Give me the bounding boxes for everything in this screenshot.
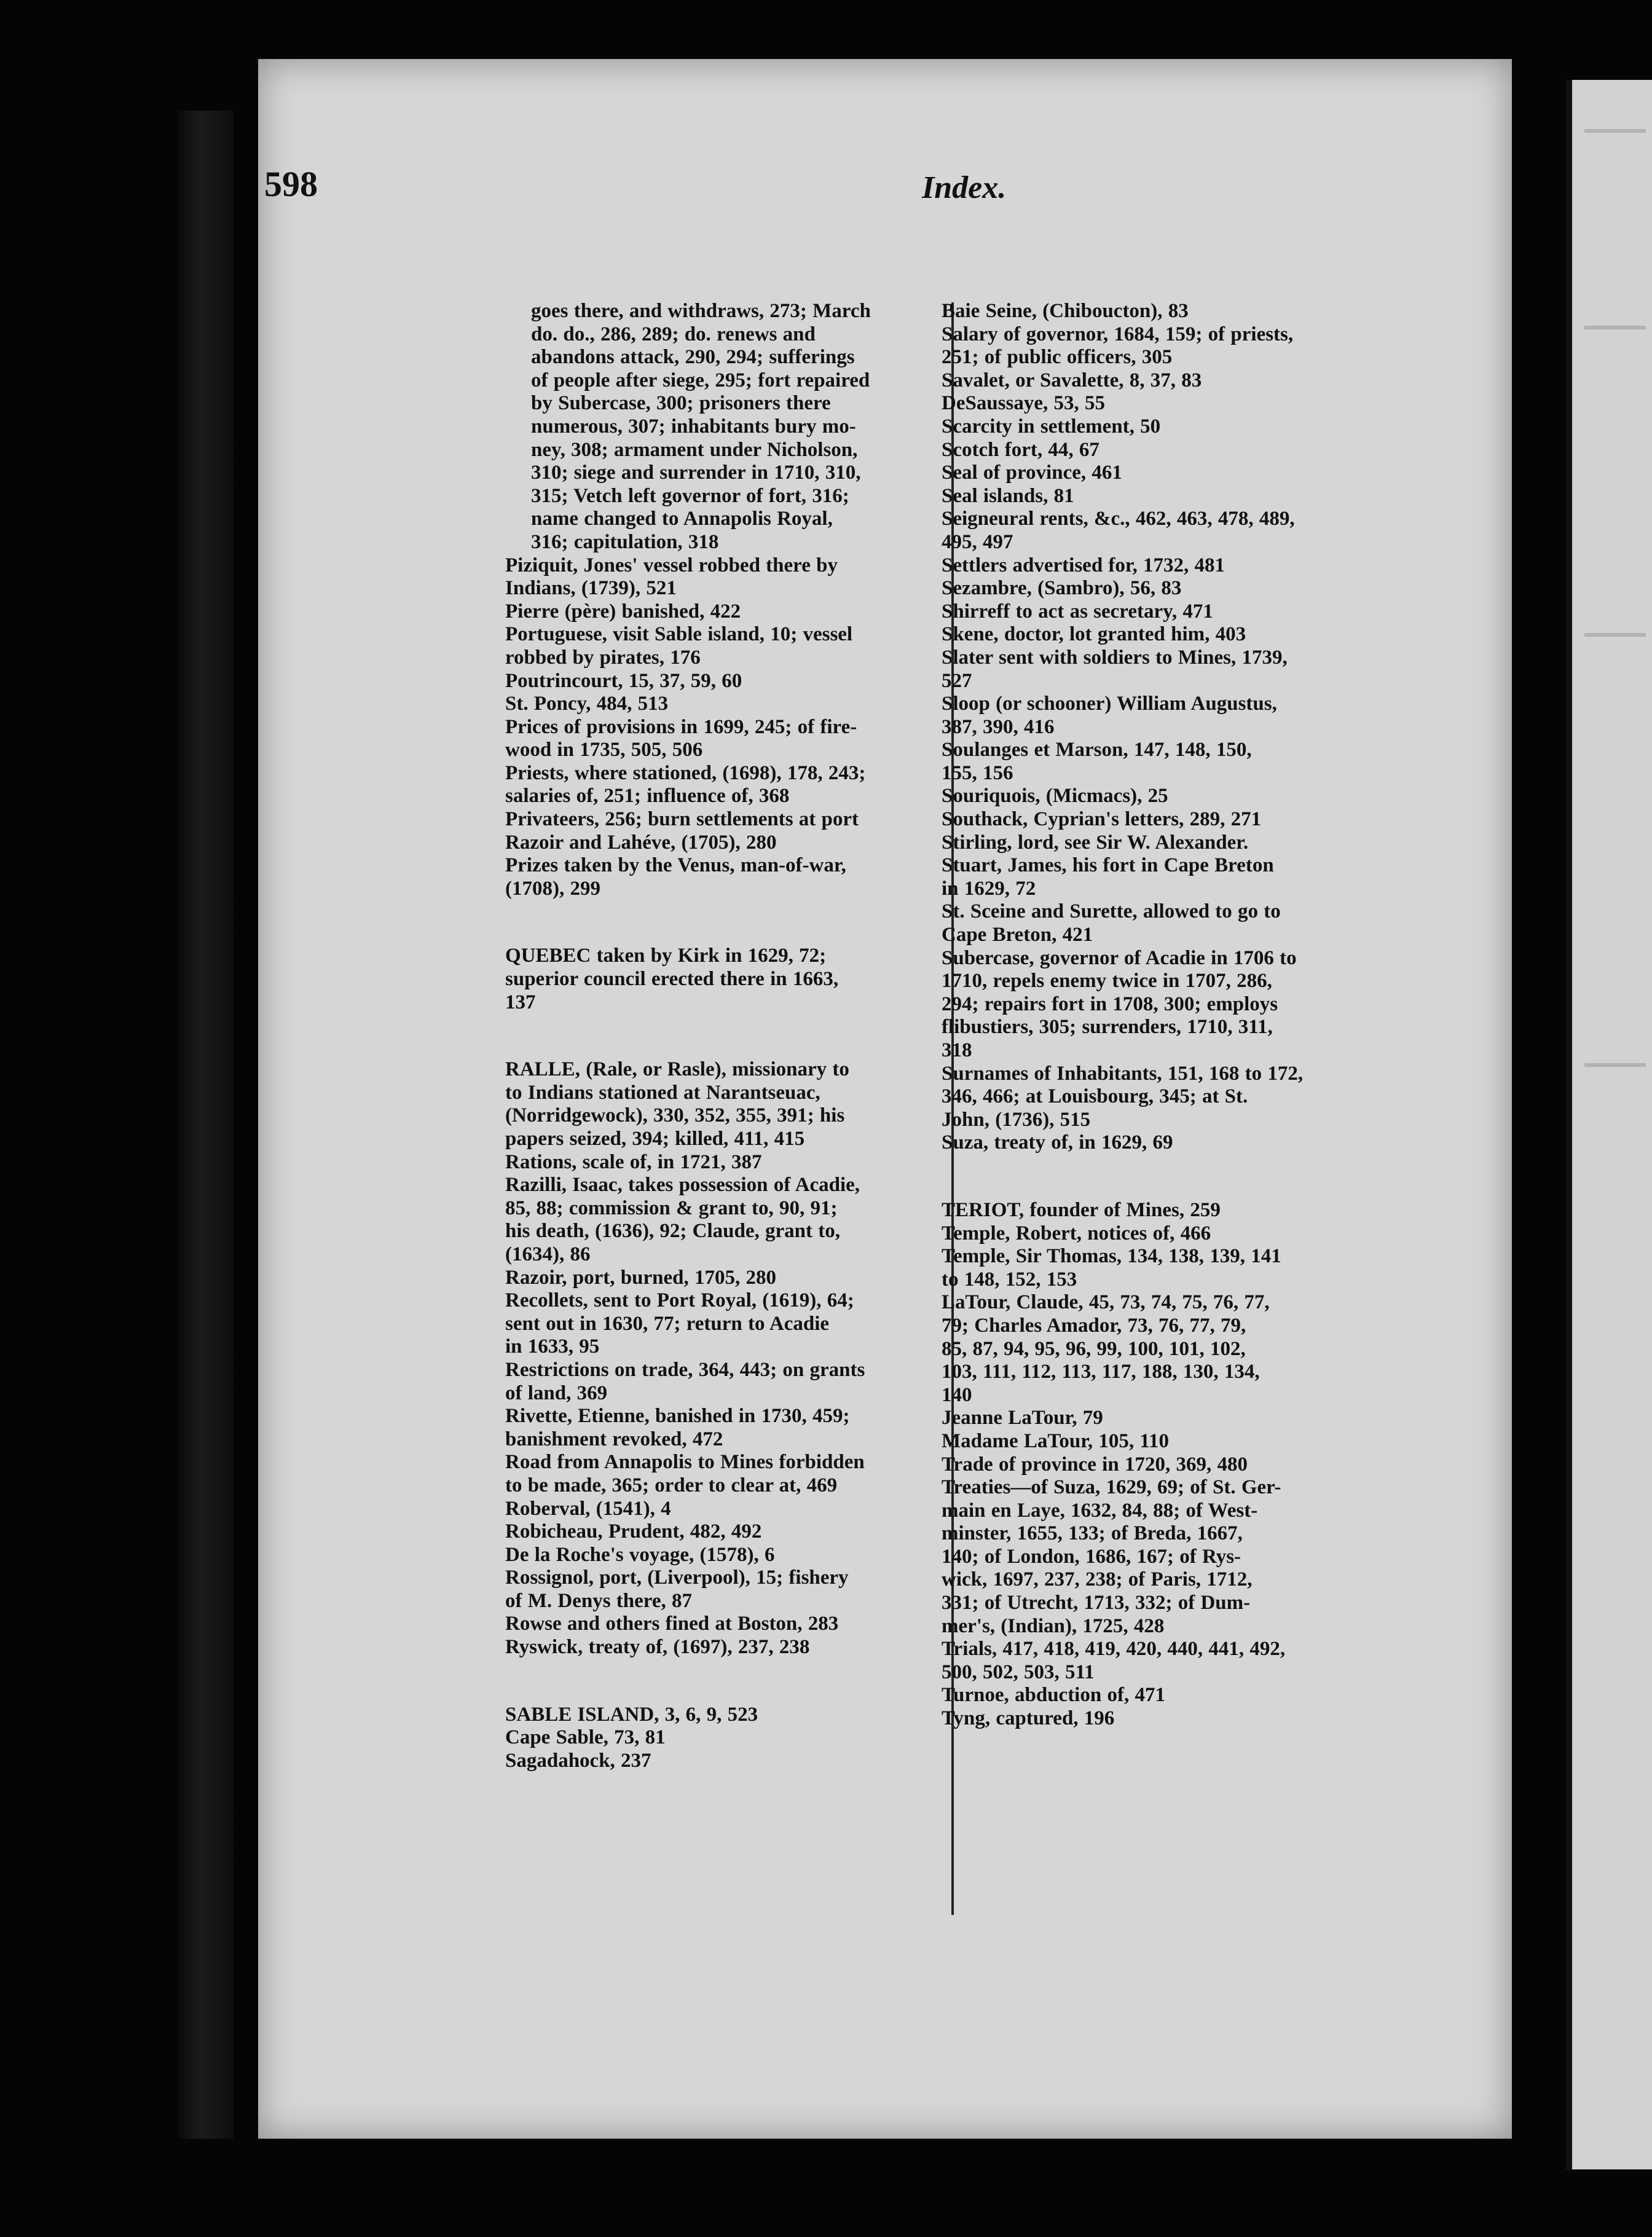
index-entry-line: in 1633, 95 xyxy=(505,1335,600,1358)
index-entry-line: of people after siege, 295; fort repaired xyxy=(531,369,870,391)
index-entry-line: Pierre (père) banished, 422 xyxy=(505,600,741,623)
index-entry-line: Robicheau, Prudent, 482, 492 xyxy=(505,1520,762,1543)
index-entry-line: (1708), 299 xyxy=(505,877,600,900)
index-entry-line: Temple, Sir Thomas, 134, 138, 139, 141 xyxy=(942,1245,1281,1268)
index-entry-line: wick, 1697, 237, 238; of Paris, 1712, xyxy=(942,1568,1253,1591)
index-entry-line: Sagadahock, 237 xyxy=(505,1749,651,1772)
index-entry xyxy=(505,716,958,762)
index-entry-line: Rations, scale of, in 1721, 387 xyxy=(505,1150,762,1173)
index-entry xyxy=(942,1131,1410,1155)
index-entry-line: Seal islands, 81 xyxy=(942,484,1074,507)
index-entry xyxy=(505,1704,958,1727)
index-entry-line: numerous, 307; inhabitants bury mo- xyxy=(531,415,856,438)
index-entry xyxy=(942,392,1410,415)
index-entry-line: 527 xyxy=(942,669,972,692)
index-entry-line: Subercase, governor of Acadie in 1706 to xyxy=(942,946,1297,969)
index-entry xyxy=(942,1430,1410,1453)
index-entry xyxy=(505,1451,958,1497)
index-entry-line: Seigneural rents, &c., 462, 463, 478, 489, xyxy=(942,508,1295,530)
index-entry-line: Scarcity in settlement, 50 xyxy=(942,415,1161,438)
index-entry xyxy=(942,439,1410,462)
index-entry xyxy=(505,1726,958,1750)
index-entry xyxy=(942,1707,1410,1731)
index-letter-gap xyxy=(505,1659,958,1704)
index-entry xyxy=(505,945,958,1014)
index-entry-line: Temple, Robert, notices of, 466 xyxy=(942,1222,1211,1244)
index-entry-line: 85, 88; commission & grant to, 90, 91; xyxy=(505,1197,838,1219)
index-entry-line: Razilli, Isaac, takes possession of Acadie, xyxy=(505,1174,860,1197)
index-entry xyxy=(942,323,1410,369)
index-entry-line: Slater sent with soldiers to Mines, 1739, xyxy=(942,646,1288,669)
index-column-right xyxy=(942,300,1410,1731)
index-entry xyxy=(505,1359,958,1405)
index-entry-line: 137 xyxy=(505,991,536,1013)
index-entry-line: St. Sceine and Surette, allowed to go to xyxy=(942,900,1281,923)
index-entry-line: TERIOT, founder of Mines, 259 xyxy=(942,1198,1221,1221)
index-entry xyxy=(942,947,1410,1063)
index-letter-gap xyxy=(942,1155,1410,1199)
index-entry-line: to be made, 365; order to clear at, 469 xyxy=(505,1474,838,1496)
index-entry-line: to Indians stationed at Narantseuac, xyxy=(505,1081,820,1104)
index-entry xyxy=(942,1245,1410,1291)
index-entry-line: Privateers, 256; burn settlements at port xyxy=(505,808,859,831)
facing-page-text-bleed xyxy=(1584,1063,1646,1067)
index-entry-line: Shirreff to act as secretary, 471 xyxy=(942,600,1213,623)
index-entry-line: minster, 1655, 133; of Breda, 1667, xyxy=(942,1522,1243,1545)
index-entry-line: 251; of public officers, 305 xyxy=(942,346,1173,369)
index-entry xyxy=(942,1063,1410,1132)
index-entry xyxy=(942,693,1410,739)
index-entry-line: Skene, doctor, lot granted him, 403 xyxy=(942,623,1246,646)
index-entry-line: 495, 497 xyxy=(942,530,1013,553)
index-entry xyxy=(942,832,1410,855)
index-entry-line: Prices of provisions in 1699, 245; of fire- xyxy=(505,715,857,738)
index-entry xyxy=(942,300,1410,323)
index-entry xyxy=(505,1405,958,1451)
index-entry-line: 155, 156 xyxy=(942,761,1013,784)
index-entry xyxy=(942,1222,1410,1246)
index-entry xyxy=(942,1407,1410,1430)
index-entry xyxy=(942,508,1410,554)
index-entry-line: Souriquois, (Micmacs), 25 xyxy=(942,785,1168,808)
running-head: Index. xyxy=(922,170,1007,205)
index-entry-line: Rowse and others fined at Boston, 283 xyxy=(505,1613,839,1635)
index-entry-line: Prizes taken by the Venus, man-of-war, xyxy=(505,854,846,877)
index-entry-line: salaries of, 251; influence of, 368 xyxy=(505,785,790,808)
index-entry xyxy=(942,647,1410,693)
index-entry-line: St. Poncy, 484, 513 xyxy=(505,693,669,715)
index-entry-line: of M. Denys there, 87 xyxy=(505,1589,692,1612)
index-entry-line: Seal of province, 461 xyxy=(942,462,1122,484)
index-entry-line: Trade of province in 1720, 369, 480 xyxy=(942,1453,1248,1476)
index-entry-line: 318 xyxy=(942,1039,972,1061)
index-entry-line: RALLE, (Rale, or Rasle), missionary to xyxy=(505,1058,849,1081)
index-entry xyxy=(942,1199,1410,1222)
index-entry-line: Sloop (or schooner) William Augustus, xyxy=(942,693,1277,715)
index-entry xyxy=(505,554,958,600)
index-entry-line: (1634), 86 xyxy=(505,1243,591,1265)
index-entry xyxy=(505,300,958,554)
index-entry-line: goes there, and withdraws, 273; March xyxy=(531,300,871,322)
index-entry-line: flibustiers, 305; surrenders, 1710, 311, xyxy=(942,1016,1273,1039)
index-entry-line: Scotch fort, 44, 67 xyxy=(942,438,1099,461)
index-entry-line: (Norridgewock), 330, 352, 355, 391; his xyxy=(505,1104,845,1127)
index-entry-line: 346, 466; at Louisbourg, 345; at St. xyxy=(942,1085,1248,1108)
index-entry-line: to 148, 152, 153 xyxy=(942,1268,1077,1291)
index-entry-line: robbed by pirates, 176 xyxy=(505,646,701,669)
index-entry xyxy=(942,854,1410,900)
index-entry xyxy=(942,1453,1410,1477)
index-entry-line: Stuart, James, his fort in Cape Breton xyxy=(942,854,1274,877)
index-entry-line: 316; capitulation, 318 xyxy=(531,530,719,553)
index-entry xyxy=(942,1291,1410,1407)
index-column-left xyxy=(505,300,958,1772)
index-entry-line: 1710, repels enemy twice in 1707, 286, xyxy=(942,970,1272,993)
index-entry xyxy=(942,900,1410,946)
index-entry xyxy=(505,1567,958,1613)
index-entry-line: Poutrincourt, 15, 37, 59, 60 xyxy=(505,669,742,692)
index-letter-gap xyxy=(505,1014,958,1058)
index-entry-line: Turnoe, abduction of, 471 xyxy=(942,1684,1165,1707)
index-entry xyxy=(942,808,1410,832)
index-entry-line: wood in 1735, 505, 506 xyxy=(505,739,703,761)
index-entry-line: Suza, treaty of, in 1629, 69 xyxy=(942,1131,1173,1154)
index-entry xyxy=(505,623,958,669)
index-entry-line: Rossignol, port, (Liverpool), 15; fishery xyxy=(505,1567,849,1589)
index-entry-line: 500, 502, 503, 511 xyxy=(942,1661,1095,1683)
facing-page-edge xyxy=(1566,80,1652,2169)
index-entry-line: Cape Breton, 421 xyxy=(942,924,1093,946)
index-entry-line: QUEBEC taken by Kirk in 1629, 72; xyxy=(505,945,827,967)
index-entry-line: sent out in 1630, 77; return to Acadie xyxy=(505,1312,830,1335)
index-entry xyxy=(505,670,958,693)
index-entry xyxy=(505,693,958,716)
index-entry xyxy=(505,1636,958,1659)
index-entry xyxy=(942,415,1410,439)
index-entry-line: 140 xyxy=(942,1383,972,1406)
index-entry-line: papers seized, 394; killed, 411, 415 xyxy=(505,1128,805,1150)
index-entry-line: his death, (1636), 92; Claude, grant to, xyxy=(505,1220,841,1243)
index-entry-line: SABLE ISLAND, 3, 6, 9, 523 xyxy=(505,1703,758,1726)
index-entry-line: 315; Vetch left governor of fort, 316; xyxy=(531,484,849,507)
index-entry-line: Road from Annapolis to Mines forbidden xyxy=(505,1451,865,1474)
index-entry-line: abandons attack, 290, 294; sufferings xyxy=(531,346,855,369)
index-entry-line: ney, 308; armament under Nicholson, xyxy=(531,438,858,461)
index-entry-line: 140; of London, 1686, 167; of Rys- xyxy=(942,1545,1241,1568)
index-entry-line: Piziquit, Jones' vessel robbed there by xyxy=(505,554,838,576)
index-entry-line: DeSaussaye, 53, 55 xyxy=(942,392,1106,415)
index-entry-line: 310; siege and surrender in 1710, 310, xyxy=(531,462,861,484)
index-entry-line: Restrictions on trade, 364, 443; on grants xyxy=(505,1358,865,1381)
index-entry-line: Tyng, captured, 196 xyxy=(942,1707,1115,1730)
index-entry-line: banishment revoked, 472 xyxy=(505,1428,723,1450)
index-entry-line: Razoir, port, burned, 1705, 280 xyxy=(505,1266,776,1289)
facing-page-text-bleed xyxy=(1584,129,1646,133)
index-entry xyxy=(505,762,958,808)
index-entry-line: LaTour, Claude, 45, 73, 74, 75, 76, 77, xyxy=(942,1291,1270,1314)
index-entry xyxy=(505,1174,958,1266)
facing-page-text-bleed xyxy=(1584,633,1646,637)
index-entry xyxy=(942,1638,1410,1684)
index-entry xyxy=(505,1289,958,1359)
index-entry-line: Surnames of Inhabitants, 151, 168 to 172, xyxy=(942,1062,1304,1085)
index-entry xyxy=(942,600,1410,624)
index-entry-line: Salary of governor, 1684, 159; of priests, xyxy=(942,323,1294,345)
index-entry xyxy=(942,623,1410,647)
index-entry xyxy=(505,1750,958,1773)
index-entry xyxy=(942,1476,1410,1638)
index-entry xyxy=(942,785,1410,808)
index-entry-line: of land, 369 xyxy=(505,1382,608,1404)
index-entry-line: Sezambre, (Sambro), 56, 83 xyxy=(942,577,1182,600)
index-entry-line: 79; Charles Amador, 73, 76, 77, 79, xyxy=(942,1314,1246,1337)
index-entry-line: 331; of Utrecht, 1713, 332; of Dum- xyxy=(942,1592,1251,1614)
index-entry-line: 387, 390, 416 xyxy=(942,715,1055,738)
index-entry-line: 294; repairs fort in 1708, 300; employs xyxy=(942,993,1278,1015)
index-entry-line: Roberval, (1541), 4 xyxy=(505,1497,671,1520)
index-entry-line: 85, 87, 94, 95, 96, 99, 100, 101, 102, xyxy=(942,1337,1246,1360)
index-entry-line: Recollets, sent to Port Royal, (1619), 64; xyxy=(505,1289,854,1312)
index-entry xyxy=(505,600,958,624)
book-spine-shadow xyxy=(178,111,234,2139)
index-entry-line: Stirling, lord, see Sir W. Alexander. xyxy=(942,831,1249,854)
index-entry-line: 103, 111, 112, 113, 117, 188, 130, 134, xyxy=(942,1361,1260,1383)
index-entry-line: in 1629, 72 xyxy=(942,877,1036,900)
index-entry xyxy=(505,1267,958,1290)
index-entry xyxy=(942,369,1410,393)
index-entry-line: Ryswick, treaty of, (1697), 237, 238 xyxy=(505,1636,810,1659)
index-entry-line: superior council erected there in 1663, xyxy=(505,968,839,991)
index-entry xyxy=(505,1613,958,1636)
index-entry-line: Indians, (1739), 521 xyxy=(505,577,677,600)
index-entry-line: Cape Sable, 73, 81 xyxy=(505,1726,666,1749)
index-entry-line: Baie Seine, (Chiboucton), 83 xyxy=(942,300,1189,322)
index-entry-line: by Subercase, 300; prisoners there xyxy=(531,392,831,415)
index-entry xyxy=(505,808,958,854)
index-entry-line: Rivette, Etienne, banished in 1730, 459; xyxy=(505,1405,850,1428)
index-entry xyxy=(505,1151,958,1174)
index-entry-line: Settlers advertised for, 1732, 481 xyxy=(942,554,1225,576)
index-entry xyxy=(942,554,1410,578)
index-entry xyxy=(505,1498,958,1521)
page-number: 598 xyxy=(264,164,318,204)
index-entry-line: Treaties—of Suza, 1629, 69; of St. Ger- xyxy=(942,1476,1281,1499)
index-letter-gap xyxy=(505,900,958,945)
index-entry xyxy=(942,462,1410,485)
index-entry-line: De la Roche's voyage, (1578), 6 xyxy=(505,1543,775,1566)
index-entry-line: Razoir and Lahéve, (1705), 280 xyxy=(505,831,777,854)
index-entry xyxy=(505,1544,958,1567)
index-entry xyxy=(505,1520,958,1544)
index-entry-line: mer's, (Indian), 1725, 428 xyxy=(942,1614,1165,1637)
index-entry-line: main en Laye, 1632, 84, 88; of West- xyxy=(942,1499,1258,1522)
index-entry-line: Portuguese, visit Sable island, 10; vessel xyxy=(505,623,853,646)
index-entry xyxy=(942,485,1410,508)
index-entry-line: Trials, 417, 418, 419, 420, 440, 441, 492, xyxy=(942,1638,1286,1661)
index-entry-line: Priests, where stationed, (1698), 178, 243; xyxy=(505,761,866,784)
index-entry-line: Savalet, or Savalette, 8, 37, 83 xyxy=(942,369,1202,391)
index-entry-line: do. do., 286, 289; do. renews and xyxy=(531,323,816,345)
index-entry-line: Jeanne LaTour, 79 xyxy=(942,1407,1103,1429)
index-entry xyxy=(942,577,1410,600)
index-entry-line: John, (1736), 515 xyxy=(942,1108,1091,1131)
index-entry xyxy=(505,1058,958,1150)
index-entry xyxy=(505,854,958,900)
index-entry-line: Madame LaTour, 105, 110 xyxy=(942,1429,1170,1452)
index-entry-line: name changed to Annapolis Royal, xyxy=(531,508,833,530)
index-entry-line: Soulanges et Marson, 147, 148, 150, xyxy=(942,739,1252,761)
index-entry-line: Southack, Cyprian's letters, 289, 271 xyxy=(942,808,1262,831)
index-entry xyxy=(942,739,1410,785)
facing-page-text-bleed xyxy=(1584,326,1646,329)
index-entry xyxy=(942,1684,1410,1707)
